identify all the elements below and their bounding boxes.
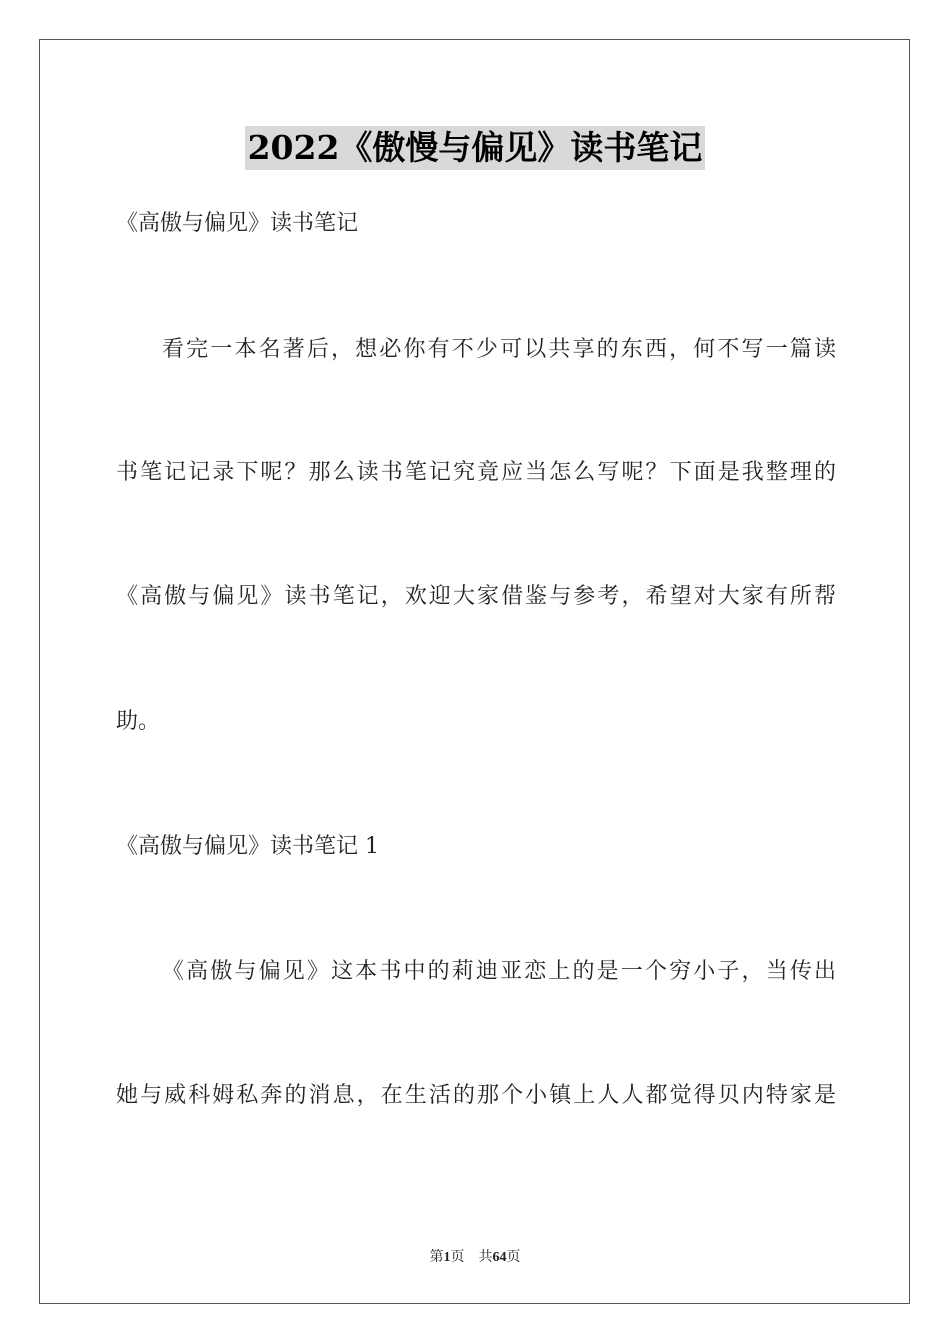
document-title: 2022《傲慢与偏见》读书笔记	[245, 126, 706, 170]
paragraph-line: 她与威科姆私奔的消息，在生活的那个小镇上人人都觉得贝内特家是	[116, 1083, 836, 1108]
page-footer	[0, 1246, 950, 1266]
footer-total-pages: 64	[492, 1250, 507, 1265]
paragraph-line: 书笔记记录下呢？那么读书笔记究竟应当怎么写呢？下面是我整理的	[116, 460, 836, 485]
paragraph-line: 《高傲与偏见》这本书中的莉迪亚恋上的是一个穷小子，当传出	[162, 959, 836, 984]
footer-total-suffix: 页	[506, 1249, 521, 1265]
paragraph-line: 看完一本名著后，想必你有不少可以共享的东西，何不写一篇读	[162, 337, 836, 362]
paragraph-line: 《高傲与偏见》读书笔记，欢迎大家借鉴与参考，希望对大家有所帮	[116, 584, 836, 609]
footer-total-prefix: 共	[478, 1249, 493, 1265]
footer-page-prefix: 第	[429, 1249, 444, 1265]
footer-page-number: 1	[443, 1250, 451, 1265]
document-subtitle: 《高傲与偏见》读书笔记	[116, 211, 359, 236]
paragraph-line: 助。	[116, 709, 161, 734]
footer-page-suffix: 页	[450, 1249, 465, 1265]
title-container	[0, 126, 950, 170]
section-heading: 《高傲与偏见》读书笔记 1	[116, 834, 379, 859]
